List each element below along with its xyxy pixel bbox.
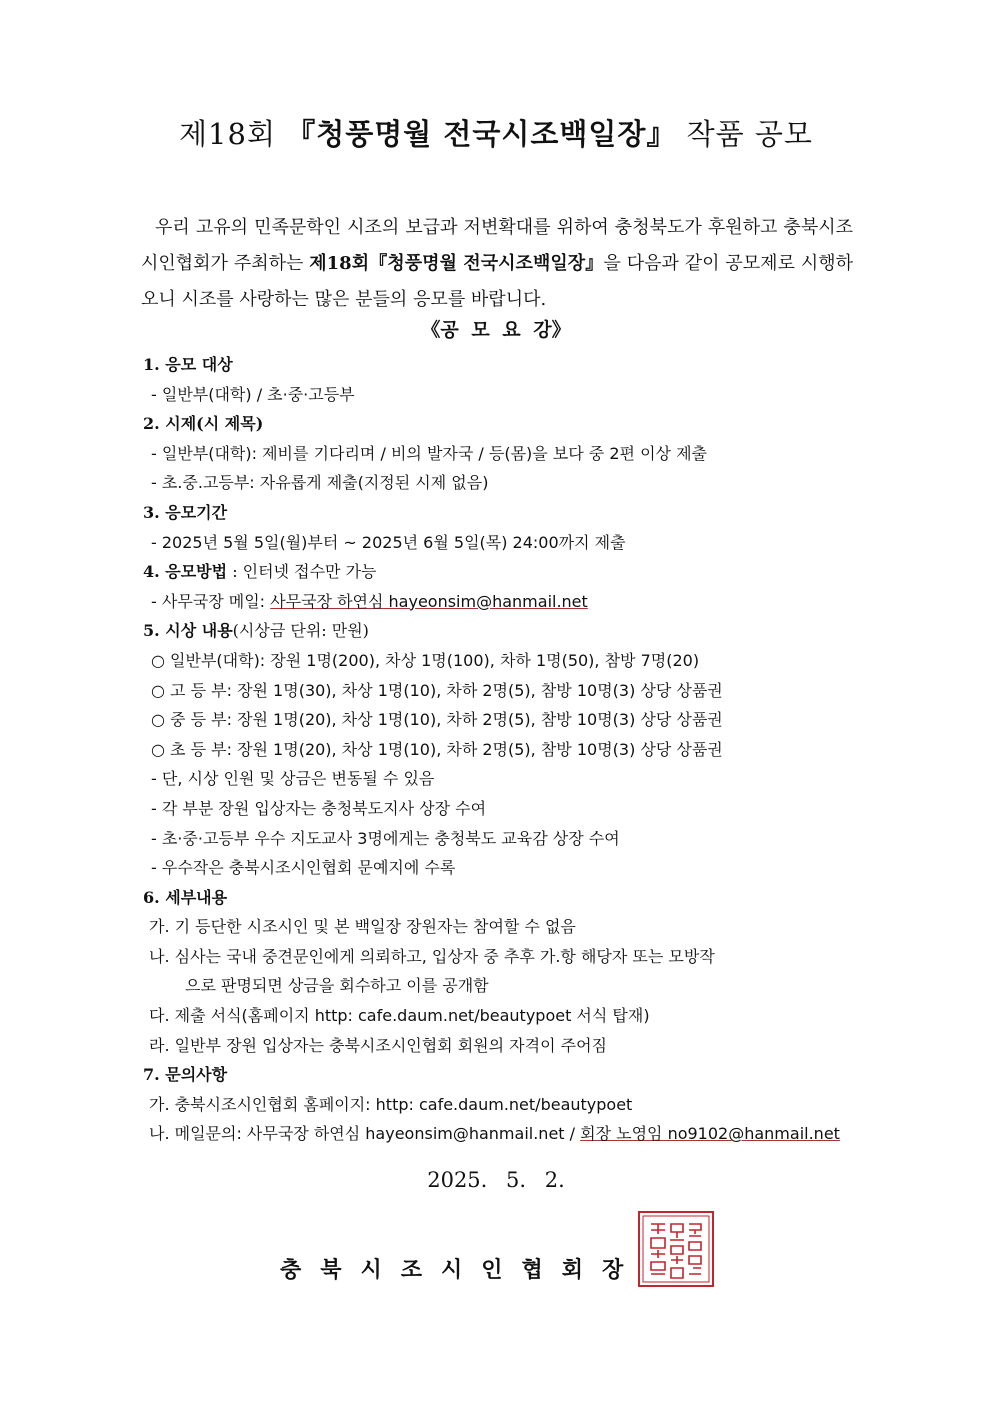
section-subtitle: 《공 모 요 강》: [421, 319, 571, 341]
section-heading: 2. 시제(시 제목): [143, 414, 264, 434]
section-heading-rest: (시상금 단위: 만원): [232, 621, 369, 641]
signer-name: 충북시조시인협회장: [280, 1257, 643, 1283]
homepage-line: 가. 충북시조시인협회 홈페이지: http: cafe.daum.net/beautypoet: [149, 1094, 633, 1114]
intro-part2: 을 다음과 같이 공모제로 시행하오니 시조를 사랑하는 많은 분들의 응모를 바랍니다.: [141, 253, 854, 310]
title-prefix: 제18회: [179, 117, 276, 151]
mail-inquiry-prefix: 나. 메일문의: 사무국장 하연심 hayeonsim@hanmail.net /: [149, 1124, 581, 1144]
section-heading-text: 4. 응모방법: [143, 562, 228, 582]
section-heading: [143, 557, 858, 587]
president-email-link[interactable]: 회장 노영임 no9102@hanmail.net: [580, 1124, 840, 1144]
official-seal-icon: [637, 1210, 715, 1288]
section-heading: 3. 응모기간: [143, 502, 228, 522]
section-heading: 6. 세부내용: [143, 887, 228, 907]
section-line: - 2025년 5월 5일(월)부터 ~ 2025년 6월 5일(목) 24:00까지 제출: [151, 532, 626, 552]
intro-paragraph: [141, 210, 853, 318]
document-title: [0, 112, 992, 153]
section-heading-rest: : 인터넷 접수만 가능: [227, 562, 377, 582]
section-line: - 초.중.고등부: 자유롭게 제출(지정된 시제 없음): [151, 473, 489, 493]
guidelines: [143, 350, 858, 1149]
section-heading: [143, 616, 858, 646]
prize-note: - 초·중·고등부 우수 지도교사 3명에게는 충청북도 교육감 상장 수여: [151, 828, 620, 848]
intro-part1: 우리 고유의 민족문학인 시조의 보급과 저변확대를 위하여 충청북도가 후원하고 충북시조시인협회가 주최하는: [141, 217, 853, 274]
detail-item: 다. 제출 서식(홈페이지 http: cafe.daum.net/beautypoet 서식 탑재): [149, 1006, 650, 1026]
prize-note: - 각 부분 장원 입상자는 충청북도지사 상장 수여: [151, 798, 487, 818]
section-heading: 1. 응모 대상: [143, 355, 233, 374]
secretary-email-link[interactable]: 사무국장 하연심 hayeonsim@hanmail.net: [270, 591, 588, 611]
mail-label: - 사무국장 메일:: [151, 591, 271, 611]
prize-line: ○ 고 등 부: 장원 1명(30), 차상 1명(10), 차하 2명(5), 참방 10명(3) 상당 상품권: [151, 680, 723, 700]
prize-line: ○ 초 등 부: 장원 1명(20), 차상 1명(10), 차하 2명(5), 참방 10명(3) 상당 상품권: [151, 739, 723, 759]
detail-item: 나. 심사는 국내 중견문인에게 의뢰하고, 입상자 중 추후 가.항 해당자 또는 모방작: [149, 946, 715, 966]
prize-line: ○ 중 등 부: 장원 1명(20), 차상 1명(10), 차하 2명(5), 참방 10명(3) 상당 상품권: [151, 710, 723, 730]
detail-item: 가. 기 등단한 시조시인 및 본 백일장 장원자는 참여할 수 없음: [149, 917, 576, 937]
section-heading-text: 5. 시상 내용: [143, 621, 233, 641]
detail-item-continued: 으로 판명되면 상금을 회수하고 이를 공개함: [185, 976, 489, 996]
prize-note: - 단, 시상 인원 및 상금은 변동될 수 있음: [151, 769, 435, 789]
document-date: 2025. 5. 2.: [427, 1168, 565, 1192]
section-heading: 7. 문의사항: [143, 1065, 228, 1085]
intro-bold: 제18회『청풍명월 전국시조백일장』: [309, 253, 604, 274]
mail-inquiry-line: [143, 1119, 858, 1149]
prize-note: - 우수작은 충북시조시인협회 문예지에 수록: [151, 858, 456, 878]
detail-item: 라. 일반부 장원 입상자는 충북시조시인협회 회원의 자격이 주어짐: [149, 1035, 608, 1055]
title-bold: 『청풍명월 전국시조백일장』: [286, 117, 677, 151]
title-suffix: 작품 공모: [686, 117, 813, 151]
section-line: [143, 587, 858, 617]
section-line: - 일반부(대학): 제비를 기다리며 / 비의 발자국 / 등(몸)을 보다 중 2편 이상 제출: [151, 443, 707, 463]
prize-line: ○ 일반부(대학): 장원 1명(200), 차상 1명(100), 차하 1명(50), 참방 7명(20): [151, 650, 700, 670]
section-line: - 일반부(대학) / 초·중·고등부: [151, 384, 355, 404]
